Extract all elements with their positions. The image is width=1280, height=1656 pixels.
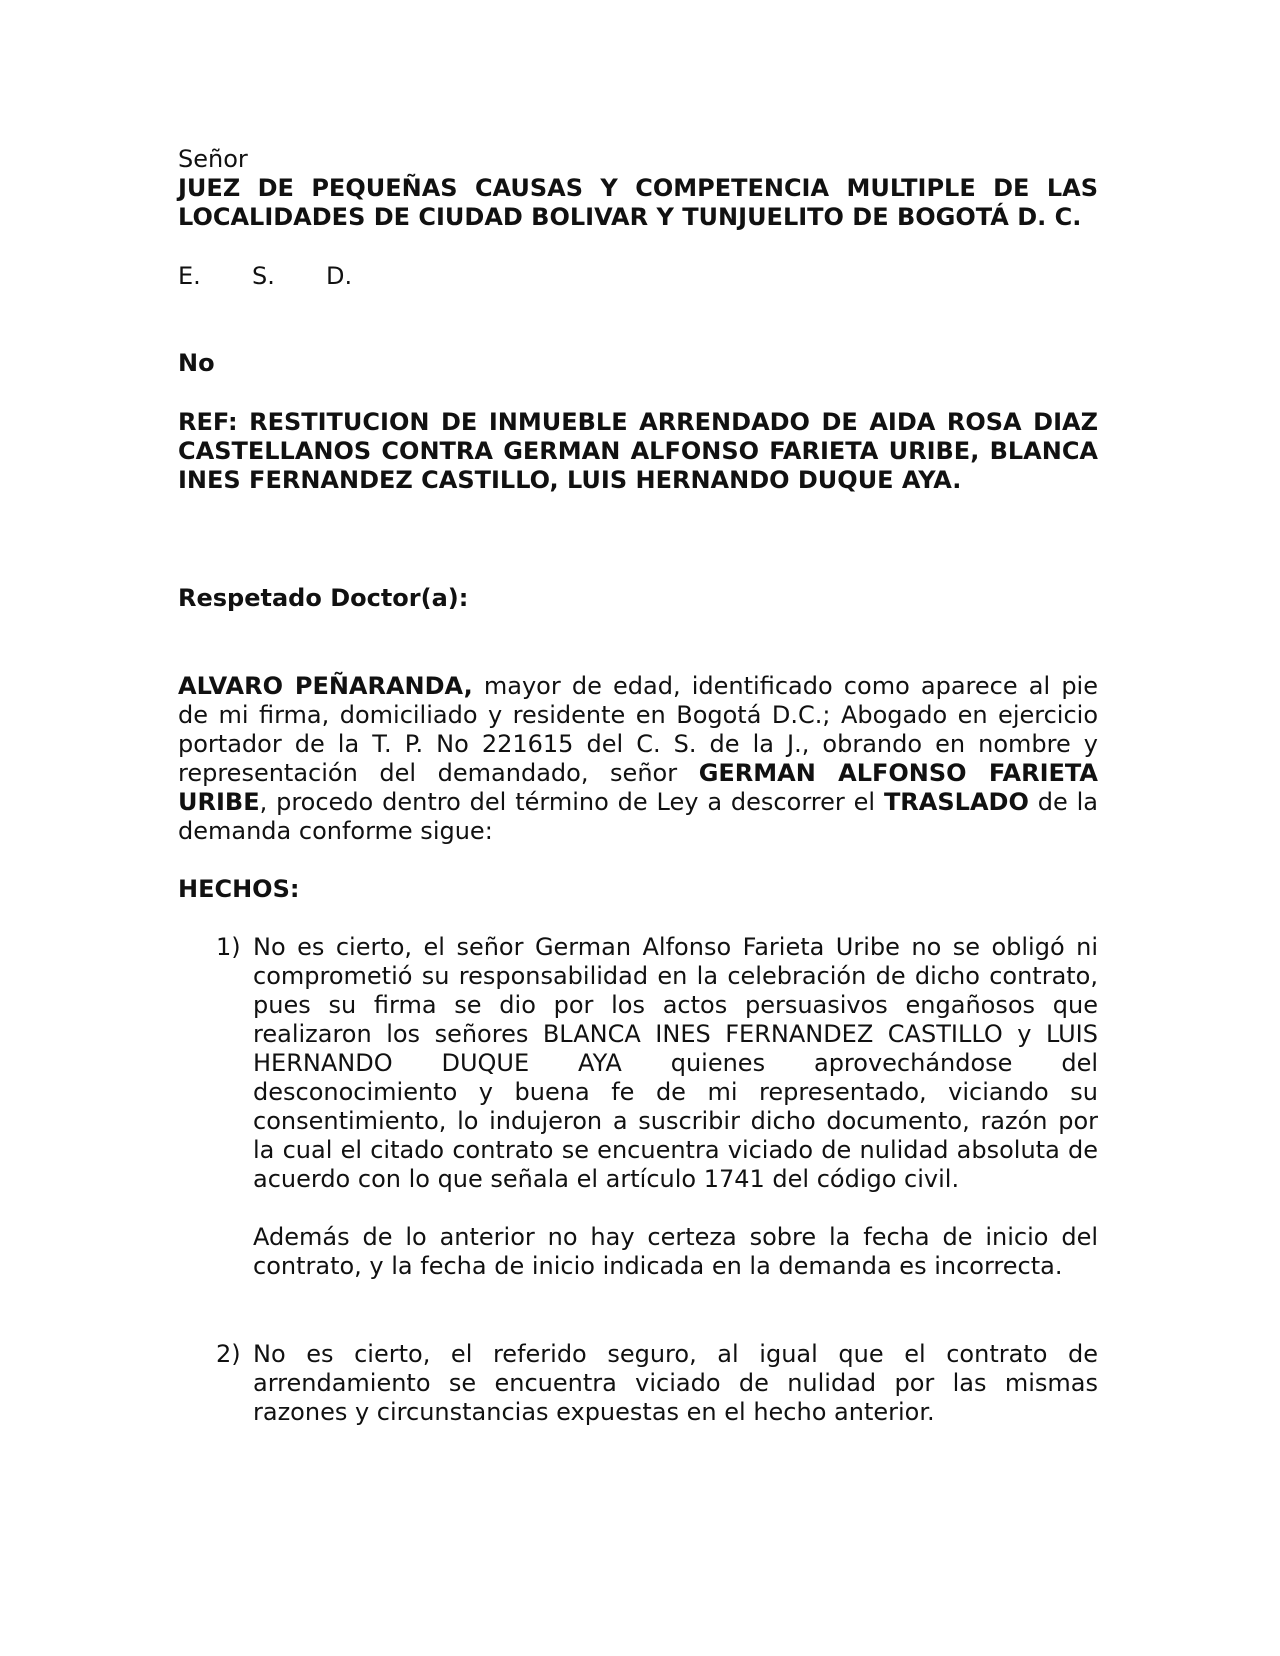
defendant-name: GERMAN ALFONSO FARIETA URIBE bbox=[178, 759, 1098, 816]
traslado-word: TRASLADO bbox=[883, 788, 1029, 816]
esd-s: S. bbox=[252, 262, 275, 290]
fact-text: No es cierto, el señor German Alfonso Farieta Uribe no se obligó ni comprometió su responsabilidad en la celebración de dicho contrato, pues su firma se dio por los actos persuasivos engañosos que realizaron los señores BLANCA INES FERNANDEZ CASTILLO y LUIS HERNANDO DUQUE AYA quienes aprovechándose del desconocimiento y buena fe de mi representado, viciando su consentimiento, lo indujeron a suscribir dicho documento, razón por la cual el citado contrato se encuentra viciado de nulidad absoluta de acuerdo con lo que señala el artículo 1741 del código civil. bbox=[253, 933, 1098, 1193]
esd-d: D. bbox=[326, 262, 353, 290]
fact-item-1 bbox=[178, 933, 1098, 1281]
fact-extra-text: Además de lo anterior no hay certeza sobre la fecha de inicio del contrato, y la fecha de inicio indicada en la demanda es incorrecta. bbox=[253, 1223, 1098, 1280]
salutation: Señor bbox=[178, 145, 248, 173]
facts-heading: HECHOS: bbox=[178, 875, 300, 903]
intro-text-2: , procedo dentro del término de Ley a descorrer el bbox=[259, 788, 884, 816]
intro-paragraph bbox=[178, 672, 1098, 846]
fact-number: 1) bbox=[216, 933, 241, 961]
fact-text: No es cierto, el referido seguro, al igual que el contrato de arrendamiento se encuentra viciado de nulidad por las mismas razones y circunstancias expuestas en el hecho anterior. bbox=[253, 1340, 1098, 1426]
fact-item-2 bbox=[178, 1340, 1098, 1427]
number-label: No bbox=[178, 349, 215, 377]
esd-e: E. bbox=[178, 262, 201, 290]
fact-number: 2) bbox=[216, 1340, 241, 1368]
addressee: JUEZ DE PEQUEÑAS CAUSAS Y COMPETENCIA MULTIPLE DE LAS LOCALIDADES DE CIUDAD BOLIVAR Y TUNJUELITO DE BOGOTÁ D. C. bbox=[178, 174, 1098, 231]
intro-text-3: de la demanda conforme sigue: bbox=[178, 788, 1098, 845]
reference: REF: RESTITUCION DE INMUEBLE ARRENDADO DE AIDA ROSA DIAZ CASTELLANOS CONTRA GERMAN ALFONSO FARIETA URIBE, BLANCA INES FERNANDEZ CASTILLO, LUIS HERNANDO DUQUE AYA. bbox=[178, 408, 1098, 494]
esd-line bbox=[178, 262, 1098, 291]
greeting: Respetado Doctor(a): bbox=[178, 584, 469, 612]
attorney-name: ALVARO PEÑARANDA, bbox=[178, 672, 473, 700]
intro-text-1: mayor de edad, identificado como aparece al pie de mi firma, domiciliado y residente en Bogotá D.C.; Abogado en ejercicio portador de la T. P. No 221615 del C. S. de la J., obrando en nombre y representación del demandado, señor bbox=[178, 672, 1098, 787]
